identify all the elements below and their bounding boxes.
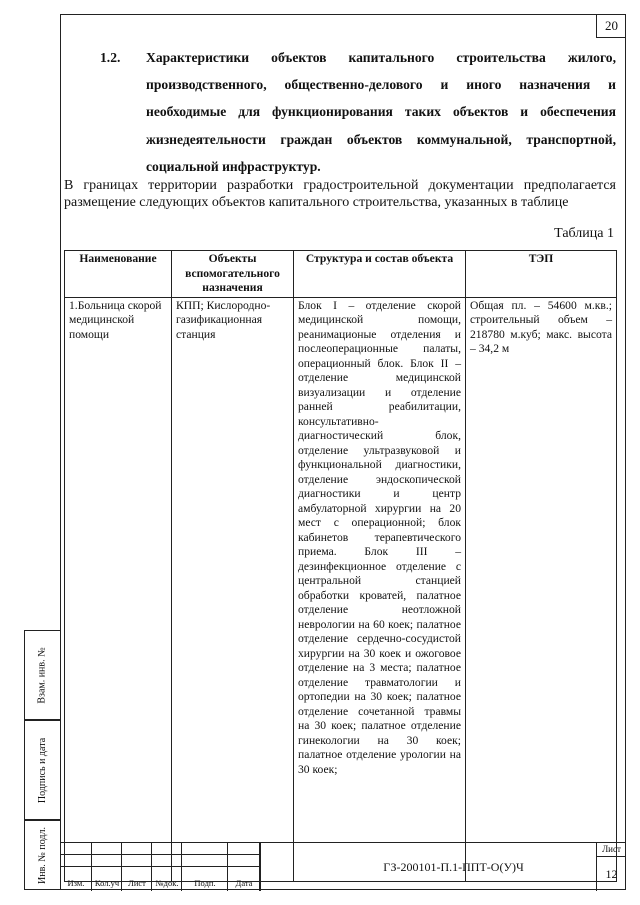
header-auxiliary: Объекты вспомогательного назначения [172,251,294,298]
side-stamp-signature-date: Подпись и дата [24,720,60,820]
side-stamp-original-inv: Инв. № подл. [24,820,60,890]
document-code: ГЗ-200101-П.1-ППТ-О(У)Ч [260,843,640,891]
label-doc-number: №док. [155,878,179,888]
label-date: Дата [235,878,253,888]
intro-paragraph: В границах территории разработки градостроительной документации предполагается размещение следующих объектов капитального строительства, указанных в таблице [64,178,616,210]
cell-structure: Блок I – отделение скорой медицинской помощи, реанимационые отделения и послеоперационные палаты, операционный блок. Блок II – отделение медицинской визуализации и отделение ранней реабилитации, консультативно-диагностический блок, отделение ультразвуковой и функциональной диагностики, отделение эндоскопической диагностики и центр амбулаторной хирургии на 20 мест с операционной; блок кабинетов терапевтического приема. Блок III – дезинфекционное отделение с центральной станцией обработки кроватей, палатное отделение неотложной неврологии на 60 коек; палатное отделение сердечно-сосудистой хирургии на 30 коек и ожоговое отделение на 3 места; палатное отделение травматологии и ортопедии на 30 коек; палатное отделение сочетанной травмы на 30 коек; палатное отделение гинекологии на 30 коек; палатное отделение урологии на 30 коек; [294,297,466,881]
label-signature: Подп. [194,878,216,888]
revision-grid [60,843,260,891]
table-header-row [65,251,617,298]
header-structure: Структура и состав объекта [294,251,466,298]
sheet-number: 12 [605,867,618,881]
label-change: Изм. [67,878,85,888]
section-title: Характеристики объектов капитального строительства жилого, производственного, общественно-делового и иного назначения и необходимые для функционирования таких объектов и обеспечения жизнедеятельности граждан объектов коммунальной, транспортной, социальной инфраструктур. [146,50,616,174]
label-count: Кол.уч [94,878,120,888]
table-caption: Таблица 1 [554,226,614,241]
page-number-top: 20 [596,14,626,38]
sheet-box [596,843,626,891]
side-stamp [24,630,60,890]
sheet-label: Лист [597,843,626,857]
label-sheet: Лист [128,878,146,888]
cell-tep: Общая пл. – 54600 м.кв.; строительный объем – 218780 м.куб; макс. высота – 34,2 м [466,297,617,881]
title-block [60,842,626,890]
cell-name: 1.Больница скорой медицинской помощи [65,297,172,881]
table-row [65,297,617,881]
cell-auxiliary: КПП; Кислородно-газификационная станция [172,297,294,881]
side-stamp-replace-inv: Взам. инв. № [24,630,60,720]
section-number: 1.2. [100,50,121,65]
objects-table [64,250,617,882]
header-tep: ТЭП [466,251,617,298]
header-name: Наименование [65,251,172,298]
